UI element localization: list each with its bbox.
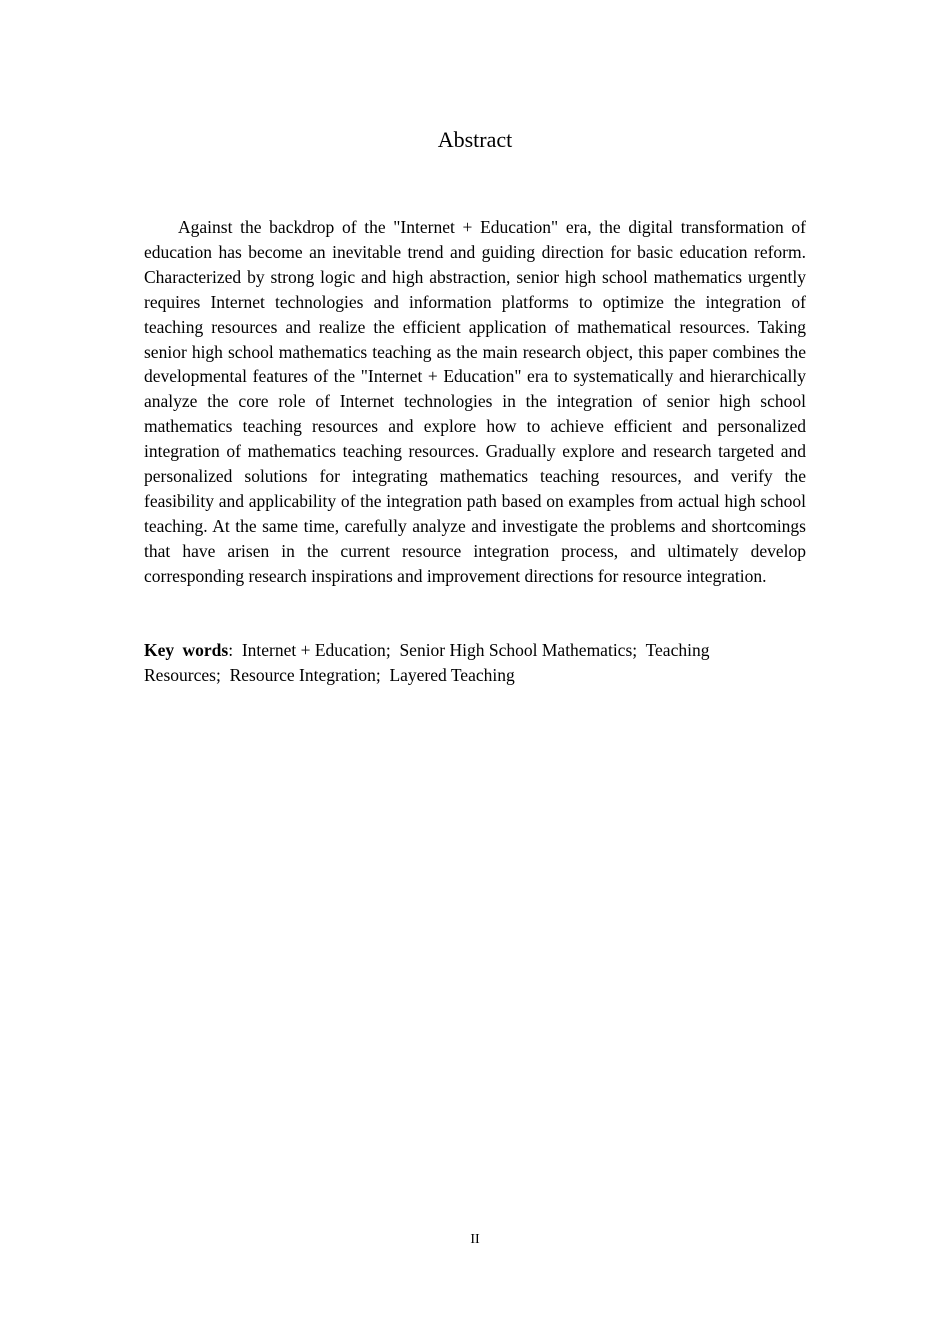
keywords-label: Key words xyxy=(144,640,229,660)
keyword-item: Internet + Education xyxy=(241,640,386,660)
abstract-title: Abstract xyxy=(437,127,513,152)
keywords-separator: : xyxy=(228,640,234,660)
keyword-item: Layered Teaching xyxy=(389,664,515,685)
keyword-item: Teaching Resources xyxy=(144,640,714,685)
keyword-item: Senior High School Mathematics xyxy=(399,640,633,660)
page-number: II xyxy=(470,1232,480,1247)
keywords-line: Key words: Internet + Education; Senior High School Mathematics; Teaching Resources; Resource Integration; Layered Teaching xyxy=(144,640,714,685)
abstract-body: Against the backdrop of the "Internet + Education" era, the digital transformation of education has become an inevitable trend and guiding direction for basic education reform. Characterized by strong logic and high abstraction, senior high school mathematics urgently requires Internet technologies and information platforms to optimize the integration of teaching resources and realize the efficient application of mathematical resources. Taking senior high school mathematics teaching as the main research object, this paper combines the developmental features of the "Internet + Education" era to systematically and hierarchically analyze the core role of Internet technologies in the integration of senior high school mathematics teaching resources and explore how to achieve efficient and personalized integration of mathematics teaching resources. Gradually explore and research targeted and personalized solutions for integrating mathematics teaching resources, and verify the feasibility and applicability of the integration path based on examples from actual high school teaching. At the same time, carefully analyze and investigate the problems and shortcomings that have arisen in the current resource integration process, and ultimately develop corresponding research inspirations and improvement directions for resource integration. xyxy=(144,217,806,586)
keyword-item: Resource Integration xyxy=(229,664,376,685)
